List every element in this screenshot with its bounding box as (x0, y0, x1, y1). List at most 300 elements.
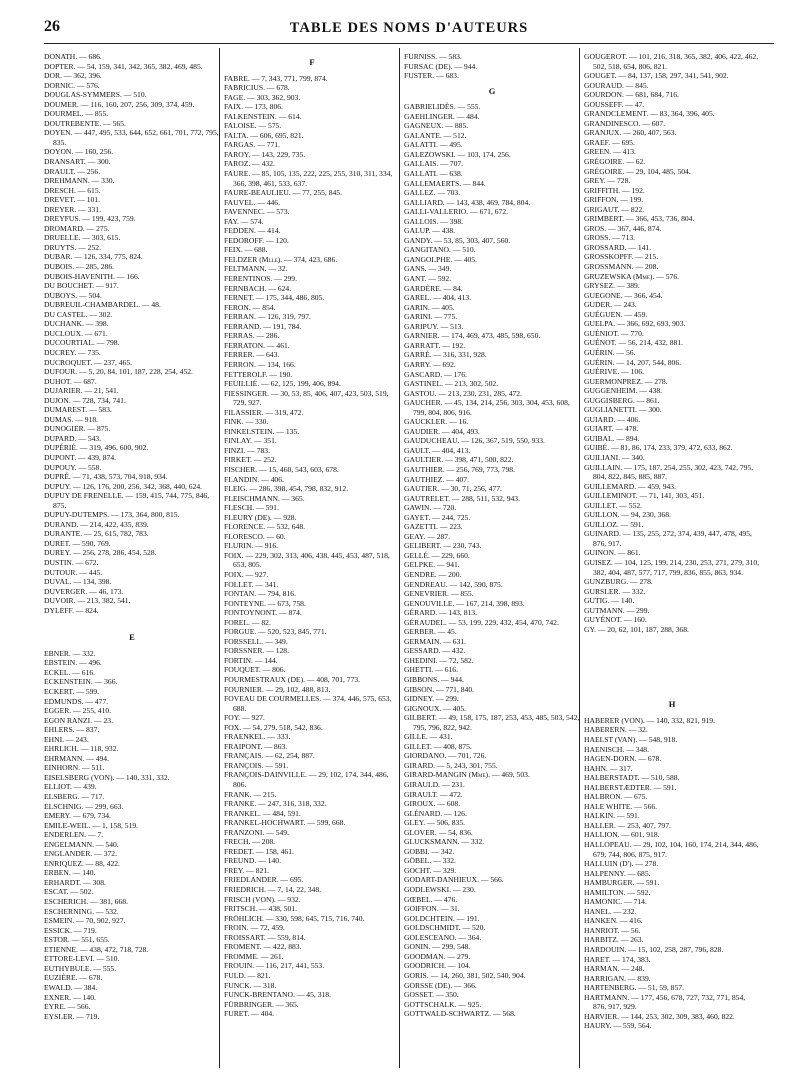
index-entry: FERRAN. — 126, 319, 797. (224, 312, 311, 322)
index-entry: FLANDIN. — 406. (224, 474, 284, 484)
index-entry: DUBOIS. — 285, 286. (44, 262, 115, 272)
index-entry: DREYFUS. — 199, 423, 759. (44, 214, 136, 224)
index-entry: DUVERGER. — 46, 173. (44, 586, 124, 596)
index-entry: FURNISS. — 583. (404, 52, 462, 61)
index-entry: FAVENNEC. — 573. (224, 207, 290, 217)
index-entry: EINHORN. — 511. (44, 763, 105, 773)
index-entry: HALBERSTADT. — 510, 588. (584, 773, 680, 783)
index-entry: FONTOYNONT. — 874. (224, 608, 302, 618)
index-entry: DOURMEL. — 855. (44, 109, 109, 119)
index-entry: GUEGONE. — 366, 454. (584, 290, 663, 300)
index-entry: DUCOURTIAL. — 798. (44, 338, 120, 348)
index-entry: GELLÉ. — 229, 660. (404, 550, 470, 560)
index-entry: GAUCKLER. — 16. (404, 417, 469, 427)
index-entry: GOUGET. — 84, 137, 158, 297, 341, 541, 902. (584, 71, 729, 81)
index-entry: GUIART. — 478. (584, 424, 639, 434)
index-entry: ELLIOT. — 439. (44, 782, 97, 792)
index-entry: GUILLAIN. — 175, 187, 254, 255, 302, 423, 742, 795, 804, 822, 845, 885, 887. (584, 462, 754, 482)
index-entry: ELSCHNIG. — 299, 663. (44, 801, 124, 811)
index-column-4 (584, 52, 760, 1031)
index-entry: GOCHT. — 329. (404, 865, 457, 875)
index-entry: ETIENNE. — 438, 472, 718, 728. (44, 944, 149, 954)
index-entry: GUÉRIN. — 56. (584, 347, 636, 357)
index-entry: FRANKEL-HOCHWART. — 599, 668. (224, 818, 346, 828)
index-entry: GOTTWALD-SCHWARTZ. — 568. (404, 1009, 516, 1019)
index-entry: GAGNEUX. — 885. (404, 121, 469, 131)
index-entry: FARGAS. — 771. (224, 140, 280, 150)
index-entry: DUBOYS. — 504. (44, 290, 102, 300)
index-entry: HABERER (VON). — 140, 332, 821, 919. (584, 715, 715, 725)
index-entry: HAELST (VAN). — 548, 918. (584, 735, 678, 744)
index-entry: GAYET. — 244, 725. (404, 512, 471, 522)
index-entry: DOPTER. — 54, 159, 341, 342, 365, 382, 469, 485. (44, 61, 203, 71)
index-entry: GUILLEMINOT. — 71, 141, 303, 451. (584, 491, 705, 501)
index-entry: GUILLET. — 552. (584, 500, 643, 510)
index-entry: FEDDEN. — 414. (224, 226, 281, 236)
index-entry: GROSS. — 713. (584, 233, 636, 243)
index-entry: HAMILTON. — 592. (584, 887, 651, 897)
index-entry: HAMBURGER. — 591. (584, 878, 660, 888)
index-entry: ENRIQUEZ. — 88, 422. (44, 858, 120, 868)
index-entry: GIRAULD. — 231. (404, 780, 465, 790)
index-entry: GOURDON. — 681, 684, 716. (584, 90, 679, 100)
index-entry: FERRON. — 134, 166. (224, 359, 296, 369)
index-entry: DUBAR. — 126, 334, 775, 824. (44, 252, 143, 262)
index-entry: GUIBAL. — 894. (584, 433, 640, 443)
index-entry: FRANKEL. — 484, 591. (224, 808, 301, 818)
index-entry: GUGGISBERG. — 861. (584, 395, 660, 405)
index-entry: ESCHERNING. — 532. (44, 906, 119, 916)
index-entry: DRUELLE. — 303, 615. (44, 233, 121, 243)
index-entry: FILASSIER. — 319, 472. (224, 407, 304, 417)
index-entry: HALBRON. — 675. (584, 792, 648, 802)
index-entry: HAURY. — 559, 564. (584, 1021, 652, 1031)
index-entry: GUINARD. — 135, 255, 272, 374, 439, 447, 478, 495, 876, 917. (584, 529, 752, 548)
index-entry: DOYEN. — 447, 495, 533, 644, 652, 661, 701, 772, 795, 835. (44, 128, 219, 147)
index-entry: FINKELSTEIN. — 135. (224, 426, 300, 436)
index-entry: GROSSKOPFF. — 215. (584, 252, 659, 262)
index-entry: GOUSSEFF. — 47. (584, 99, 645, 109)
index-entry: FOX. — 54, 279, 518, 542, 836. (224, 722, 323, 732)
index-entry: GARIN. — 405. (404, 302, 455, 312)
index-entry: GALLIARD. — 143, 438, 469, 784, 804. (404, 197, 531, 207)
index-entry: HALE WHITE. — 566. (584, 801, 658, 811)
index-entry: GUDER. — 243. (584, 300, 637, 310)
index-column-1 (44, 52, 220, 1021)
index-entry: HANRIOT. — 56. (584, 925, 641, 935)
index-entry: GRIMBERT. — 366, 453, 736, 804. (584, 214, 695, 224)
index-entry: GÖBEL. — 332. (404, 856, 456, 866)
index-entry: DYLEFF. — 824. (44, 605, 99, 615)
index-entry: FAROY. — 143, 229, 735. (224, 149, 306, 159)
index-entry: GASTINEL. — 213, 302, 502. (404, 379, 499, 389)
index-entry: GUNZBURG. — 278. (584, 577, 653, 587)
index-entry: EBNER. — 332. (44, 648, 96, 658)
index-entry: GUÉRIVE. — 106. (584, 367, 644, 377)
index-entry: FLORESCO. — 60. (224, 531, 286, 541)
index-entry: FLESCH. — 591. (224, 503, 279, 513)
index-entry: GÉRAUDEL. — 53, 199, 229, 432, 454, 470, 742. (404, 617, 559, 627)
index-entry: FURSAC (DE). — 944. (404, 61, 478, 71)
index-entry: GEAY. — 287. (404, 531, 450, 541)
index-entry: EMERY. — 679, 734. (44, 811, 111, 821)
index-entry: HANKEN. — 416. (584, 916, 643, 926)
index-entry: FOY. — 927. (224, 713, 265, 723)
index-entry: GUÉGUEN. — 459. (584, 309, 648, 319)
index-entry: FONTAN. — 794, 816. (224, 589, 296, 599)
index-entry: FRANK. — 215. (224, 789, 277, 799)
index-entry: DUCREY. — 735. (44, 347, 101, 357)
index-entry: FROMENT. — 422, 883. (224, 942, 302, 952)
index-entry: DUMAS. — 918. (44, 414, 99, 424)
index-entry: DOUTREBENTE. — 565. (44, 118, 126, 128)
index-entry: FAROZ. — 432. (224, 159, 275, 169)
index-entry: GENEVRIER. — 855. (404, 589, 474, 599)
index-entry: ECKEL. — 616. (44, 667, 96, 677)
index-entry: GODLEWSKI. — 230. (404, 885, 476, 895)
index-entry: FREDET. — 158, 461. (224, 846, 294, 856)
index-entry: GRANDCLEMENT. — 83, 364, 396, 405. (584, 109, 715, 119)
header-rule (44, 43, 774, 44)
index-entry: DUPOUY. — 558. (44, 462, 102, 472)
index-entry: HARTENBERG. — 51, 59, 857. (584, 983, 684, 993)
index-entry: GROS. — 367, 446, 874. (584, 223, 662, 233)
index-entry: GRIFFITH. — 192. (584, 185, 645, 195)
index-entry: DRAULT. — 256. (44, 166, 101, 176)
index-entry: GILLE. — 431. (404, 732, 453, 742)
index-entry: ECKENSTEIN. — 366. (44, 677, 118, 687)
index-entry: GLÉNARD. — 126. (404, 808, 467, 818)
index-entry: GOODMAN. — 279. (404, 951, 471, 961)
index-entry: GOTTSCHALK. — 925. (404, 999, 482, 1009)
index-entry: GALEZOWSKI. — 103, 174, 256. (404, 149, 511, 159)
index-entry: HARDOUIN. — 15, 102, 258, 287, 796, 828. (584, 945, 724, 955)
index-entry: FERRAND. — 191, 784. (224, 321, 302, 331)
index-entry: GOLESCEANO. — 364. (404, 932, 482, 942)
index-entry: FOVEAU DE COURMELLES. — 374, 446, 575, 653, 688. (224, 694, 392, 713)
index-entry: FRITSCH. — 438, 501. (224, 904, 298, 914)
index-entry: GOODRICH. — 104. (404, 961, 471, 971)
index-entry: GORSSE (DE). — 366. (404, 980, 477, 990)
index-entry: FORGUE. — 520, 523, 845, 771. (224, 627, 327, 637)
index-entry: GALLEZ. — 703. (404, 188, 461, 198)
index-entry: GUILLON. — 94, 230, 368. (584, 510, 671, 520)
index-entry: DUPONT. — 439, 874. (44, 452, 117, 462)
index-entry: GUGLIANETTI. — 300. (584, 405, 662, 415)
index-entry: FEUILLIÉ. — 62, 125, 199, 406, 894. (224, 379, 341, 389)
index-entry: HARBITZ. — 263. (584, 935, 644, 945)
index-entry: FROIN. — 72, 459. (224, 923, 285, 933)
index-entry: FRIEDRICH. — 7, 14, 22, 348. (224, 885, 322, 895)
index-entry: GALATTI. — 495. (404, 140, 463, 150)
index-entry: FRAENKEL. — 333. (224, 732, 291, 742)
index-entry: FABRICIUS. — 678. (224, 83, 290, 93)
index-entry: FRECH. — 208. (224, 837, 276, 847)
index-entry: GUELPA. — 366, 692, 693, 903. (584, 319, 686, 329)
index-entry: GUGGENHEIM. — 438. (584, 386, 663, 396)
index-entry: GOBBI. — 342. (404, 846, 455, 856)
index-entry: DUPRÉ. — 71, 438, 573, 704, 918, 934. (44, 472, 168, 482)
index-entry: DUBREUIL-CHAMBARDEL. — 48. (44, 300, 161, 310)
index-entry: GELIBERT. — 230, 743. (404, 541, 482, 551)
index-entry: FERNBACH. — 624. (224, 283, 292, 293)
index-entry: FRANZONI. — 549. (224, 827, 289, 837)
index-entry: ENDERLEN. — 7. (44, 830, 104, 840)
index-entry: GANS. — 349. (404, 264, 452, 274)
index-entry: FAY. — 574. (224, 216, 264, 226)
index-entry: GAUDIER. — 404, 493. (404, 426, 480, 436)
index-entry: DUJON. — 728, 734, 741. (44, 395, 126, 405)
index-entry: GENDREAU. — 142, 590, 875. (404, 579, 503, 589)
index-entry: EYRE. — 566. (44, 1002, 91, 1012)
index-entry: FLEISCHMANN. — 365. (224, 493, 305, 503)
index-entry: GORIS. — 14, 260, 381, 502, 540, 904. (404, 970, 526, 980)
index-entry: HALBERSTÆDTER. — 591. (584, 782, 677, 792)
index-entry: DUCLOUX. — 671. (44, 328, 108, 338)
section-letter-f: F (309, 57, 315, 67)
index-entry: FOUQUET. — 806. (224, 665, 286, 675)
index-entry: GERBER. — 45. (404, 627, 457, 637)
index-entry: FABRE. — 7, 343, 771, 799, 874. (224, 73, 328, 83)
index-entry: EGGER. — 255, 410. (44, 706, 112, 716)
index-entry: FREY. — 821. (224, 865, 270, 875)
index-entry: FROISSART. — 559, 814. (224, 932, 306, 942)
index-entry: ESMEIN. — 70, 902, 927. (44, 916, 126, 926)
index-entry: FOIX. — 927. (224, 569, 269, 579)
index-entry: ENGELMANN. — 540. (44, 839, 119, 849)
index-entry: GHETTI. — 616. (404, 665, 458, 675)
index-entry: FETTEROLF. — 190. (224, 369, 293, 379)
index-entry: FROMME. — 261. (224, 951, 284, 961)
index-entry: GAULTIER. — 398, 471, 500, 822. (404, 455, 514, 465)
index-entry: GIORDANO. — 701, 726. (404, 751, 487, 761)
index-entry: FINZI. — 783. (224, 445, 270, 455)
index-entry: GELPKE. — 941. (404, 560, 460, 570)
index-entry: GALUP. — 438. (404, 226, 456, 236)
index-entry: GUILIANI. — 340. (584, 452, 645, 462)
index-entry: GRAEF. — 695. (584, 137, 635, 147)
index-entry: FLEIG. — 286, 398, 454, 798, 832, 912. (224, 484, 349, 494)
index-entry: FRANÇOIS. — 591. (224, 760, 289, 770)
index-entry: GUIBÉ. — 81, 86, 174, 233, 379, 472, 633, 862. (584, 443, 733, 453)
index-entry: EXNER. — 140. (44, 992, 96, 1002)
index-entry: GUILLOZ. — 591. (584, 519, 644, 529)
index-entry: FRIEDLANDER. — 695. (224, 875, 304, 885)
index-entry: GOUGEROT. — 101, 216, 318, 365, 382, 406, 422, 462, 502, 518, 654, 806, 821. (584, 52, 759, 71)
index-entry: GLUCKSMANN. — 332. (404, 837, 485, 847)
index-entry: DUPUY-DUTEMPS. — 173, 364, 800, 815. (44, 510, 180, 520)
index-entry: FISCHER. — 15, 460, 543, 603, 678. (224, 464, 339, 474)
index-entry: GAWIN. — 720. (404, 503, 457, 513)
index-entry: FINLAY. — 351. (224, 436, 277, 446)
index-entry: DUTOUR. — 445. (44, 567, 103, 577)
index-entry: DUVAL. — 134, 398. (44, 577, 112, 587)
index-entry: FLURIN. — 916. (224, 541, 279, 551)
index-entry: ENGLANDER. — 372. (44, 849, 117, 859)
index-entry: FLORENCE. — 532, 648. (224, 522, 306, 532)
index-entry: GUTIG. — 140. (584, 596, 635, 606)
index-entry: GUIARD. — 406. (584, 414, 641, 424)
index-entry: FOLLET. — 341. (224, 579, 279, 589)
index-entry: GHEDINI. — 72, 582. (404, 655, 474, 665)
index-entry: DROMARD. — 275. (44, 223, 110, 233)
index-entry: DUCROQUET. — 237, 465. (44, 357, 133, 367)
index-entry: FALKENSTEIN. — 614. (224, 111, 302, 121)
index-entry: GENDRE. — 200. (404, 569, 462, 579)
index-entry: FAIX. — 173, 806. (224, 102, 283, 112)
index-entry: FRANÇOIS-DAINVILLE. — 29, 102, 174, 344, 486, 806. (224, 770, 389, 790)
index-entry: FRANÇAIS. — 62, 254, 887. (224, 751, 315, 761)
index-entry: FULD. — 821. (224, 970, 271, 980)
page-title: TABLE DES NOMS D'AUTEURS (289, 20, 529, 36)
index-entry: GAEHLINGER. — 484. (404, 111, 480, 121)
index-entry: DUREY. — 256, 278, 286, 454, 528. (44, 548, 157, 558)
index-entry: GÉRARD. — 143, 813. (404, 608, 477, 618)
index-entry: GASCARD. — 176. (404, 369, 467, 379)
index-entry: EUZIÈRE. — 678. (44, 973, 103, 983)
index-entry: EHLERS. — 837. (44, 725, 100, 735)
index-entry: GUÉRIN. — 14, 207, 544, 806. (584, 357, 682, 367)
index-entry: EHRMANN. — 494. (44, 753, 109, 763)
index-entry: HANEL. — 232. (584, 906, 637, 916)
index-entry: GALLOIS. — 398. (404, 216, 464, 226)
index-entry: EHNI. — 243. (44, 734, 89, 744)
index-entry: DUVOIR. — 213, 382, 541. (44, 596, 131, 606)
index-entry: FERENTINOS. — 299. (224, 274, 297, 284)
index-entry: FUNCK-BRENTANO. — 45, 318. (224, 990, 331, 1000)
index-entry: GAUCHER. — 45, 134, 214, 256, 303, 304, 453, 608, 799, 804, 806, 916. (404, 398, 570, 417)
index-entry: DOUGLAS-SYMMERS. — 510. (44, 90, 147, 100)
index-entry: GUÉNOT. — 56, 214, 432, 881. (584, 338, 684, 348)
index-entry: GLEY. — 506, 835. (404, 818, 466, 828)
index-entry: DUSTIN. — 672. (44, 557, 99, 567)
index-entry: FERRER. — 643. (224, 350, 280, 360)
index-entry: GALLEMAERTS. — 844. (404, 178, 486, 188)
index-entry: EMILE-WEIL. — 1, 158, 519. (44, 820, 139, 830)
index-entry: HAGEN-DORN. — 678. (584, 754, 662, 764)
index-entry: GILLET. — 408, 875. (404, 741, 472, 751)
index-entry: GIRARD-MANGIN (Mme). — 469, 503. (404, 770, 530, 780)
index-entry: GROSSMANN. — 208. (584, 262, 659, 272)
index-entry: FRISCH (VON). — 932. (224, 894, 301, 904)
index-entry: DU CASTEL. — 302. (44, 309, 113, 319)
index-column-3 (404, 52, 580, 1019)
index-entry: GY. — 20, 62, 101, 187, 288, 368. (584, 624, 689, 634)
index-entry: ELSBERG. — 717. (44, 792, 105, 802)
index-entry: HALPENNY. — 685. (584, 868, 651, 878)
index-entry: DRANSART. — 300. (44, 157, 111, 167)
index-entry: HALLUIN (D'). — 278. (584, 859, 659, 869)
index-entry: HAENISCH. — 348. (584, 744, 649, 754)
index-entry: GERMAIN. — 631. (404, 636, 467, 646)
index-entry: FIESSINGER. — 30, 53, 85, 406, 407, 423, 503, 519, 729, 927. (224, 388, 389, 408)
index-entry: HABERERN. — 32. (584, 725, 648, 735)
index-entry: GREY. — 728. (584, 176, 631, 186)
index-entry: GROSSARD. — 141. (584, 242, 652, 252)
index-entry: FÜRBRINGER. — 365. (224, 999, 299, 1009)
index-entry: GUINON. — 861. (584, 548, 641, 558)
index-entry: ECKERT. — 599. (44, 687, 100, 696)
index-entry: GIDNEY. — 299. (404, 694, 459, 704)
index-entry: FUNCK. — 318. (224, 980, 277, 990)
index-entry: FRANKE. — 247, 316, 318, 332. (224, 799, 327, 809)
index-entry: ESTOR. — 551, 655. (44, 935, 110, 945)
index-entry: GUÉNIOT. — 770. (584, 328, 644, 338)
index-entry: FEDOROFF. — 120. (224, 235, 289, 245)
index-entry: ESSICK. — 719. (44, 925, 97, 935)
index-entry: GAUTIER. — 30, 71, 256, 477. (404, 484, 502, 494)
index-entry: HARMAN. — 248. (584, 964, 645, 974)
index-entry: GRIFFON. — 199. (584, 195, 644, 205)
index-entry: FRÖHLICH. — 330, 598, 645, 715, 716, 740. (224, 913, 365, 923)
index-entry: FOIX. — 229, 302, 313, 406, 438, 445, 453, 487, 518, 653, 805. (224, 550, 390, 570)
index-entry: GIBSON. — 771, 840. (404, 684, 475, 694)
index-entry: GESSARD. — 432. (404, 646, 466, 656)
index-entry: GURSLER. — 332. (584, 586, 646, 596)
index-entry: GODART-DANHIEUX. — 566. (404, 875, 504, 885)
index-entry: DUHOT. — 687. (44, 376, 97, 386)
index-entry: HARRIGAN. — 839. (584, 973, 651, 983)
index-entry: FALOISE. — 575. (224, 121, 282, 131)
index-entry: GOIFFON. — 31. (404, 904, 460, 914)
index-entry: DORNIC. — 576. (44, 80, 100, 90)
index-entry: FERON. — 854. (224, 302, 276, 312)
index-entry: GAUTHIEZ. — 407. (404, 474, 469, 484)
index-entry: ERBEN. — 140. (44, 868, 96, 878)
index-entry: GUYÉNOT. — 160. (584, 615, 647, 625)
index-entry: GARRY. — 692. (404, 359, 456, 369)
index-entry: FELTMANN. — 32. (224, 264, 288, 274)
index-entry: GUTMANN. — 299. (584, 605, 650, 615)
index-entry: GUERMONPREZ. — 278. (584, 376, 668, 386)
index-entry: GOURAUD. — 845. (584, 80, 649, 90)
index-entry: FORSSNER. — 128. (224, 646, 289, 656)
section-letter-g: G (488, 85, 496, 96)
index-entry: DUPUY. — 126, 176, 200, 256, 342, 368, 440, 624. (44, 481, 203, 491)
index-entry: DUMAREST. — 583. (44, 405, 112, 415)
index-entry: DONATH. — 686. (44, 52, 102, 61)
index-entry: FURET. — 404. (224, 1009, 275, 1019)
index-entry: GRYSEZ. — 389. (584, 281, 640, 291)
index-entry: GRANDINESCO. — 607. (584, 118, 666, 128)
index-entry: DUNOGIER. — 875. (44, 424, 111, 434)
index-entry: EUTHYBULE. — 555. (44, 963, 117, 973)
index-entry: GARIPUY. — 513. (404, 321, 464, 331)
index-entry: FERRATON. — 461. (224, 340, 290, 350)
index-entry: GUISEZ. — 104, 125, 199, 214, 230, 253, 271, 279, 310, 382, 404, 487, 577, 717, 799, 836, 855, 863, 934. (584, 557, 760, 577)
index-entry: GENOUVILLE. — 167, 214, 398, 893. (404, 598, 525, 608)
index-entry: HALLOPEAU. — 29, 102, 104, 160, 174, 214, 344, 486, 679, 744, 806, 875, 917. (584, 840, 759, 859)
index-entry: DUPARD. — 543. (44, 433, 102, 443)
index-entry: FINK. — 330. (224, 417, 269, 427)
index-entry: GABRIELIDÈS. — 555. (404, 102, 481, 112)
index-entry: FOURNIER. — 29, 102, 488, 813. (224, 684, 331, 694)
index-entry: HALLION. — 601, 918. (584, 830, 660, 840)
index-entry: GIBBONS. — 944. (404, 675, 464, 684)
index-entry: DRESCH. — 615. (44, 185, 101, 195)
index-entry: HAHN. — 317. (584, 763, 633, 773)
index-entry: ERHARDT. — 308. (44, 877, 106, 887)
index-entry: FONTEYNE. — 673, 758. (224, 598, 306, 608)
index-entry: FAUVEL. — 446. (224, 197, 280, 207)
index-entry: EYSLER. — 719. (44, 1011, 100, 1021)
index-entry: DURANTE. — 25, 615, 782, 783. (44, 529, 149, 539)
index-entry: EGON RANZI. — 23. (44, 715, 113, 725)
index-entry: GILBERT. — 49, 158, 175, 187, 253, 453, 485, 503, 542, 795, 796, 822, 942. (404, 713, 580, 732)
index-entry: GAULT. — 404, 413. (404, 445, 471, 455)
index-entry: GRÉGOIRE. — 29, 104, 485, 504. (584, 166, 691, 176)
index-entry: DREHMANN. — 330. (44, 176, 115, 186)
